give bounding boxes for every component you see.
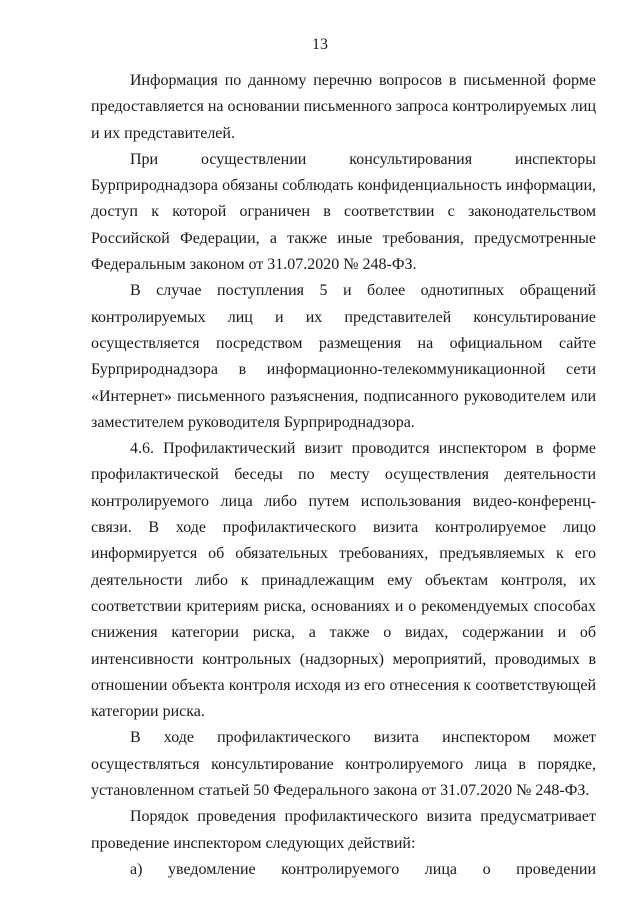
paragraph-preventive-visit: 4.6. Профилактический визит проводится инспектором в форме профилактической беседы по месту осуществления деятельности контролируемого лица либо путем использования видео-конференц-связи. В ходе профилактического визита контролируемое лицо информируется об обязательных требованиях, предъявляемых к его деятельности либо к принадлежащим ему объектам контроля, их соответствии критериям риска, основаниях и о рекомендуемых способах снижения категории риска, а также о видах, содержании и об интенсивности контрольных (надзорных) мероприятий, проводимых в отношении объекта контроля исходя из его отнесения к соответствующей категории риска. (91, 440, 596, 721)
paragraph-visit-consulting: В ходе профилактического визита инспектором может осуществляться консультирование контролируемого лица в порядке, установленном статьей 50 Федерального закона от 31.07.2020 № 248-ФЗ. (91, 729, 596, 800)
list-item-a: а) уведомление контролируемого лица о проведении (130, 860, 596, 878)
paragraph-multiple-requests: В случае поступления 5 и более однотипных обращений контролируемых лиц и их представителей консультирование осуществляется посредством размещения на официальном сайте Бурприроднадзора в информационно-телекоммуникационной сети «Интернет» письменного разъяснения, подписанного руководителем или заместителем руководителя Бурприроднадзора. (91, 282, 596, 431)
document-body (91, 68, 596, 883)
paragraph-confidentiality: При осуществлении консультирования инспекторы Бурприроднадзора обязаны соблюдать конфиденциальность информации, доступ к которой ограничен в соответствии с законодательством Российской Федерации, а также иные требования, предусмотренные Федеральным законом от 31.07.2020 № 248-ФЗ. (91, 150, 596, 274)
paragraph-info-written-form: Информация по данному перечню вопросов в письменной форме предоставляется на основании письменного запроса контролируемых лиц и их представителей. (91, 72, 596, 142)
paragraph-visit-procedure: Порядок проведения профилактического визита предусматривает проведение инспектором следующих действий: (91, 808, 596, 852)
page-number: 13 (312, 36, 328, 53)
